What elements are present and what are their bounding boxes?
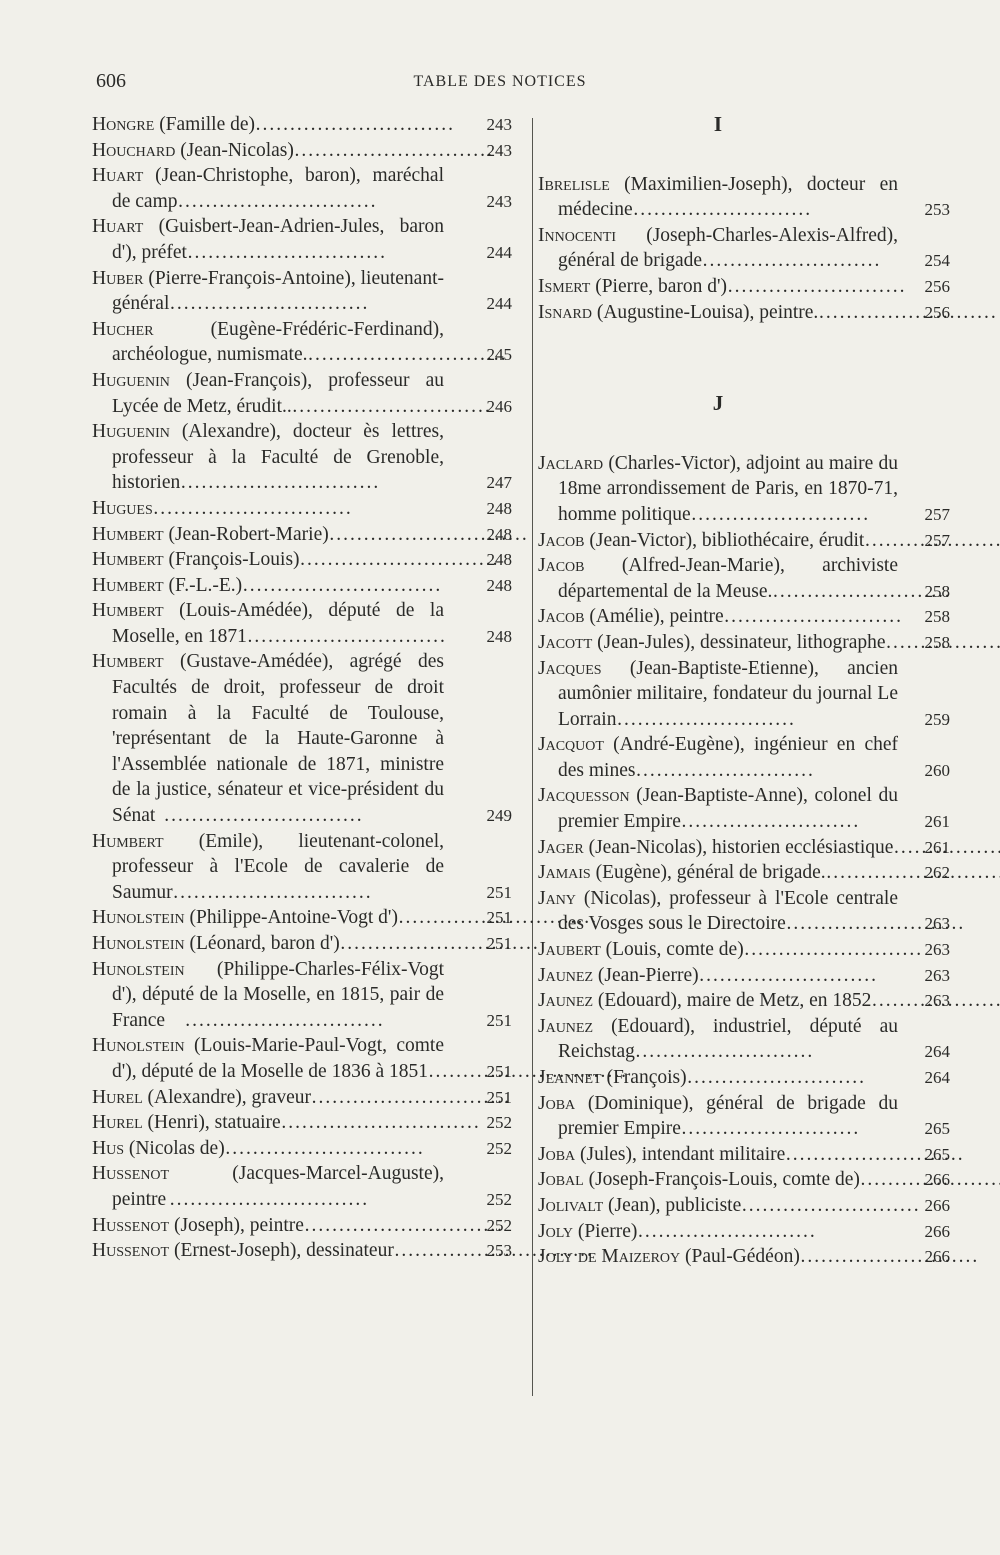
entry-name: Huguenin [92,421,170,443]
entry-page-number: 245 [486,345,512,365]
entry-description: (Emile), lieutenant-colonel, professeur à l'Ecole de cavalerie de Saumur ..... [112,831,444,903]
entry-description: (Jean-Baptiste-Etienne), ancien aumônier militaire, fondateur du journal Le Lorrain ..... [558,658,898,730]
entry-description: (Edouard), maire de Metz, en 1852 ..... [593,990,871,1011]
column-divider [532,118,533,1396]
index-entry [92,931,512,957]
index-entry [538,553,950,604]
entry-name: Ismert [538,275,591,297]
entry-page-number: 266 [924,1247,950,1267]
entry-page-number: 252 [486,1138,512,1158]
entry-name: Houchard [92,139,176,161]
entry-description: (Jacques-Marcel-Auguste), peintre ..... [112,1163,444,1210]
entry-page-number: 253 [924,200,950,220]
entry-name: Joly [538,1220,573,1242]
entry-description: (Eugène), général de brigade. ..... [591,862,826,883]
entry-page-number: 243 [486,140,512,160]
entry-page-number: 259 [924,709,950,729]
entry-description: (André-Eugène), ingénieur en chef des mines ..... [558,734,898,781]
entry-page-number: 248 [486,550,512,570]
index-entry [92,266,512,317]
entry-name: Hunolstein [92,958,185,980]
index-entry [538,1142,950,1168]
entry-description: (Gustave-Amédée), agrégé des Facultés de droit, professeur de droit romain à la Faculté de Toulouse, 'représentant de la Haute-Garonne à l'Assemblée nationale de 1871, ministre de la justice, sénateur et vice-président du Sénat ..... [112,651,444,826]
right-column [538,112,950,1270]
entry-page-number: 258 [924,581,950,601]
index-entry [538,1244,950,1270]
entry-page-number: 243 [486,191,512,211]
entry-description: (Paul-Gédéon) ..... [680,1246,800,1267]
index-entry [538,835,950,861]
index-entry [538,630,950,656]
index-entry [92,368,512,419]
entry-page-number: 264 [924,1068,950,1087]
entry-name: Humbert [92,830,164,852]
entry-description: (Ernest-Joseph), dessinateur ..... [169,1240,394,1261]
entry-page-number: 254 [924,251,950,271]
entry-description: (Eugène-Frédéric-Ferdinand), archéologue, numismate. ..... [112,319,444,366]
index-entry [538,732,950,783]
entry-page-number: 248 [486,626,512,646]
index-entry [92,522,512,548]
index-entry [538,1065,950,1091]
index-entry [538,656,950,733]
entry-name: Jeannet [538,1067,602,1088]
entry-name: Jacob [538,555,585,577]
entry-description: (Famille de) ..... [154,114,255,135]
entry-page-number: 263 [924,940,950,960]
entry-description: (F.-L.-E.) ..... [164,575,243,596]
entry-name: Hurel [92,1112,143,1134]
index-entry [92,1213,512,1239]
entry-name: Humbert [92,600,164,622]
entry-description: (Louis-Marie-Paul-Vogt, comte d'), député de la Moselle de 1836 à 1851 ..... [112,1035,444,1082]
entry-description: (Alfred-Jean-Marie), archiviste départemental de la Meuse. ..... [558,555,898,602]
entry-description: (Louis-Amédée), député de la Moselle, en 1871 ..... [112,600,444,647]
entry-description: (Léonard, baron d') ..... [185,933,340,954]
entry-description: (Joseph-Charles-Alexis-Alfred), général de brigade ..... [558,225,898,272]
entry-name: Humbert [92,574,164,596]
index-entry [92,1238,512,1264]
entry-description: (Jean-Baptiste-Anne), colonel du premier Empire ..... [558,785,898,832]
index-entry [92,1110,512,1136]
index-entry [538,300,950,326]
entry-name: Jacob [538,529,585,551]
entry-name: Hucher [92,318,154,340]
entry-name: Hus [92,1137,124,1159]
entry-description: (Philippe-Charles-Félix-Vogt d'), député de la Moselle, en 1815, pair de France ..... [112,959,444,1031]
index-entry [538,860,950,886]
index-entry [538,528,950,554]
entry-description: (Jean-Nicolas) ..... [175,140,294,161]
entry-description: (Henri), statuaire ..... [143,1112,281,1133]
entry-name: Jacquot [538,734,604,756]
entry-page-number: 263 [924,914,950,934]
entry-description: (Joseph), peintre ..... [169,1215,304,1236]
index-entry [92,419,512,496]
index-entry [92,163,512,214]
entry-page-number: 251 [486,908,512,928]
entry-name: Jany [538,887,576,909]
index-entry [538,886,950,937]
entry-name: Hunolstein [92,1035,185,1057]
entry-page-number: 251 [486,1087,512,1107]
index-entry [92,598,512,649]
entry-name: Humbert [92,651,164,673]
section-j-entries [538,451,950,1270]
entry-page-number: 244 [486,242,512,262]
section-letter-i: I [713,112,723,136]
entry-description: (Maximilien-Joseph), docteur en médecine ..... [558,174,898,221]
entry-description: (Charles-Victor), adjoint au maire du 18me arrondissement de Paris, en 1870-71, homme politique ..... [558,453,898,525]
entry-name: Jacott [538,631,593,653]
entry-page-number: 260 [924,760,950,780]
entry-name: Hussenot [92,1240,170,1262]
index-entry [538,1193,950,1219]
entry-page-number: 253 [486,1241,512,1261]
index-entry [538,604,950,630]
index-entry [92,112,512,138]
entry-page-number: 246 [486,396,512,416]
entry-page-number: 252 [486,1215,512,1235]
entry-name: Jobal [538,1169,584,1191]
entry-name: Hugues [92,497,153,519]
entry-name: Joba [538,1092,576,1114]
entry-page-number: 248 [486,575,512,595]
index-entry [538,1091,950,1142]
index-entry [92,1161,512,1212]
index-entry [538,1167,950,1193]
entry-page-number: 243 [486,115,512,134]
entry-description: (Louis, comte de) ..... [601,939,744,960]
index-entry [92,317,512,368]
entry-page-number: 257 [924,504,950,524]
entry-page-number: 248 [486,498,512,518]
index-entry [538,274,950,300]
index-entry [538,783,950,834]
index-entry [92,138,512,164]
entry-page-number: 252 [486,1113,512,1133]
entry-description: (Alexandre), docteur ès lettres, professeur à la Faculté de Grenoble, historien ..... [112,421,444,493]
entry-name: Humbert [92,549,164,571]
section-letter-j: J [712,391,724,416]
entry-name: Hunolstein [92,933,185,954]
entry-name: Huart [92,216,144,238]
index-entry [538,963,950,989]
entry-description: (Guisbert-Jean-Adrien-Jules, baron d'), préfet ..... [112,216,444,263]
entry-page-number: 244 [486,294,512,314]
entry-name: Jaunez [538,990,594,1012]
entry-description: (Jean-François), professeur au Lycée de Metz, érudit.. ..... [112,370,444,417]
page-number: 606 [96,70,126,92]
entry-name: Jaunez [538,1015,594,1037]
entry-name: Hunolstein [92,907,185,929]
index-entry [538,172,950,223]
entry-name: Hongre [92,114,155,135]
entry-name: Huart [92,165,144,187]
index-entry [92,957,512,1034]
entry-description: (Augustine-Louisa), peintre. ..... [592,302,818,323]
index-entry [92,649,512,828]
entry-page-number: 258 [924,632,950,652]
entry-page-number: 261 [924,812,950,832]
entry-page-number: 252 [486,1189,512,1209]
entry-page-number: 256 [924,302,950,322]
entry-name: Jamais [538,862,591,884]
entry-page-number: 263 [924,991,950,1011]
entry-description: (Jean-Jules), dessinateur, lithographe ..... [592,632,885,653]
entry-page-number: 265 [924,1144,950,1164]
index-entry [92,1136,512,1162]
entry-page-number: 251 [486,1010,512,1030]
entry-name: Hussenot [92,1214,170,1236]
index-entry [92,1085,512,1111]
entry-name: Isnard [538,301,592,323]
index-entry [538,223,950,274]
entry-page-number: 251 [486,934,512,953]
entry-page-number: 265 [924,1119,950,1139]
index-entry [92,496,512,522]
entry-name: Huguenin [92,369,170,391]
entry-name: Jacques [538,657,602,679]
entry-description: (François) ..... [602,1067,687,1088]
index-entry [92,829,512,906]
left-column [92,112,512,1264]
entry-page-number: 263 [924,965,950,985]
entry-description: (Nicolas de) ..... [124,1138,225,1159]
entry-description: (Jean-Christophe, baron), maréchal de camp ..... [112,165,444,212]
entry-name: Jolivalt [538,1194,604,1216]
entry-page-number: 256 [924,276,950,296]
entry-page-number: 264 [924,1042,950,1062]
entry-page-number: 266 [924,1221,950,1241]
entry-name: Hurel [92,1086,143,1108]
index-entry [538,937,950,963]
entry-name: Jacquesson [538,785,630,807]
entry-page-number: 266 [924,1195,950,1215]
entry-page-number: 248 [486,524,512,544]
index-entry [538,1014,950,1065]
entry-description: (Amélie), peintre ..... [585,606,724,627]
entry-name: Jaunez [538,964,594,986]
entry-page-number: 258 [924,607,950,627]
entry-description: (Pierre-François-Antoine), lieutenant-général ..... [112,268,444,315]
entry-name: Joly de Maizeroy [538,1246,681,1268]
entry-description: (François-Louis) ..... [164,549,300,570]
entry-page-number: 257 [924,530,950,550]
entry-description: (Pierre) ..... [573,1221,637,1242]
entry-description: (Nicolas), professeur à l'Ecole centrale des Vosges sous le Directoire ..... [558,888,898,935]
entry-description: (Dominique), général de brigade du premier Empire ..... [558,1093,898,1140]
entry-name: Jaubert [538,939,601,961]
entry-page-number: 261 [924,837,950,857]
entry-name: Jaclard [538,452,604,474]
entry-description: (Jean-Pierre) ..... [593,965,699,986]
entry-page-number: 251 [486,882,512,902]
entry-page-number: 266 [924,1170,950,1190]
entry-description: (Edouard), industriel, député au Reichstag ..... [558,1016,898,1063]
index-entry [92,214,512,265]
entry-description: (Jean-Victor), bibliothécaire, érudit ..... [585,530,865,551]
entry-name: Joba [538,1143,576,1165]
entry-name: Huber [92,267,144,289]
entry-name: Humbert [92,523,164,545]
entry-page-number: 262 [924,863,950,883]
entry-name: Hussenot [92,1163,170,1185]
entry-name: Ibrelisle [538,173,610,195]
index-entry [538,451,950,528]
entry-page-number: 251 [486,1061,512,1081]
index-entry [92,1033,512,1084]
entry-page-number: 247 [486,473,512,493]
entry-description: (Jules), intendant militaire ..... [575,1144,785,1165]
entry-description: (Jean-Nicolas), historien ecclésiastique ..... [584,837,894,858]
entry-name: Jacob [538,606,585,628]
entry-name: Jager [538,836,584,858]
index-entry [538,988,950,1014]
section-i-entries [538,172,950,326]
entry-page-number: 249 [486,806,512,826]
entry-description: (Alexandre), graveur ..... [143,1087,311,1108]
entry-description: (Jean), publiciste ..... [603,1195,741,1216]
index-entry [538,1219,950,1245]
entry-description: (Jean-Robert-Marie) ..... [164,524,329,545]
index-entry [92,573,512,599]
entry-description: (Joseph-François-Louis, comte de) ..... [584,1169,860,1190]
index-entry [92,547,512,573]
entry-name: Innocenti [538,224,617,246]
entry-description: (Pierre, baron d') ..... [590,276,727,297]
running-title: TABLE DES NOTICES [413,73,587,90]
entry-description: (Philippe-Antoine-Vogt d') ..... [185,907,398,928]
index-entry [92,905,512,931]
